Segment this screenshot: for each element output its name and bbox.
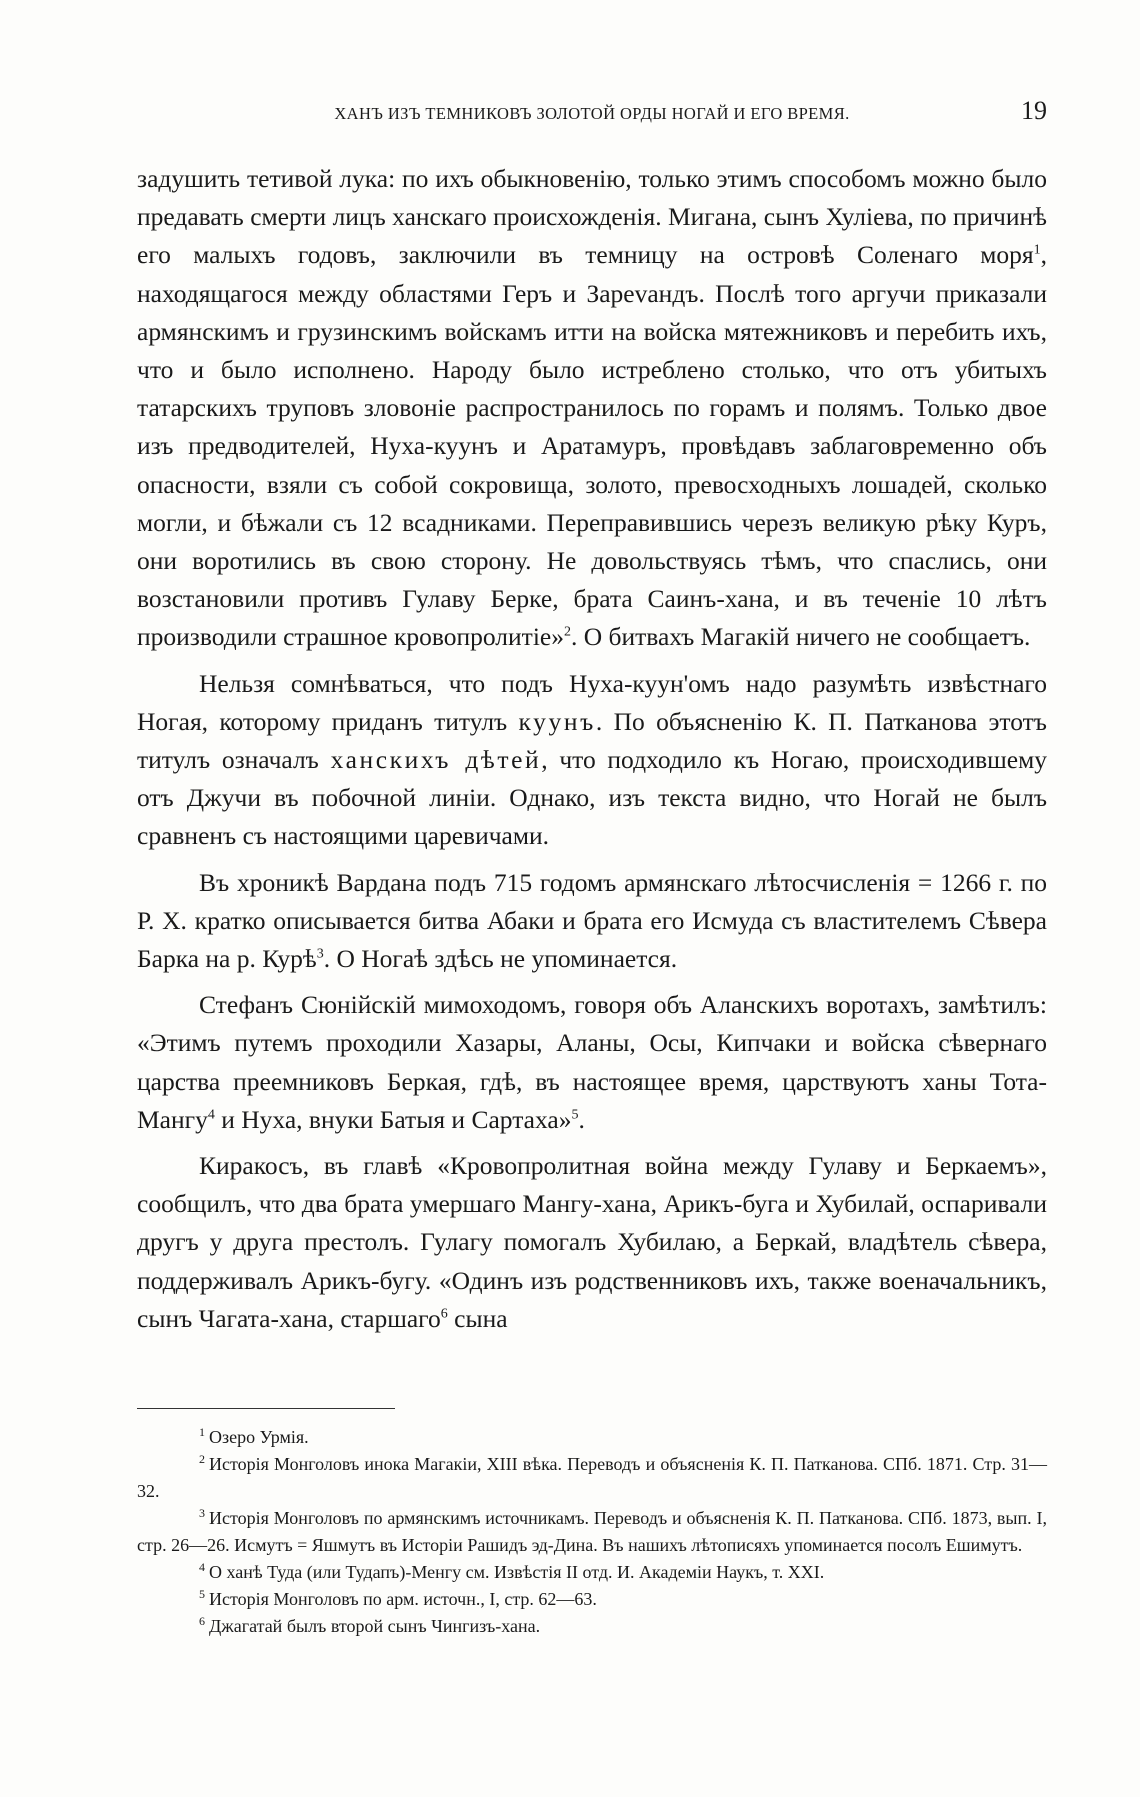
footnote-text: Исторія Монголовъ по арм. источн., I, стр. 62—63. [209, 1589, 597, 1609]
footnote-text: О ханѣ Туда (или Тудапъ)-Менгу см. Извѣстія II отд. И. Академіи Наукъ, т. XXI. [209, 1562, 825, 1582]
paragraph-text: Въ хроникѣ Вардана подъ 715 годомъ армянскаго лѣтосчисленія = 1266 г. по Р. Х. кратко описывается битва Абаки и брата его Исмуда съ властителемъ Сѣвера Барка на р. Курѣ [137, 867, 1047, 974]
paragraph-4 [137, 986, 1047, 1139]
paragraph-1 [137, 160, 1047, 657]
footnote-4 [137, 1559, 1047, 1586]
paragraph-text: , что подходило къ Ногаю, происходившему отъ Джучи въ побочной линіи. Однако, изъ текста видно, что Ногай не былъ сравненъ съ настоящими царевичами. [137, 745, 1048, 851]
paragraph-text: . [578, 1104, 585, 1134]
footnote-ref: 4 [207, 1107, 215, 1123]
footnote-text: Озеро Урмія. [209, 1427, 309, 1447]
footnote-ref: 1 [1033, 242, 1041, 258]
paragraph-text: Киракосъ, въ главѣ «Кровопролитная война между Гулаву и Беркаемъ», сообщилъ, что два брата умершаго Мангу-хана, Арикъ-буга и Хубилай, оспаривали другъ у друга престолъ. Гулагу помогалъ Хубилаю, а Беркай, владѣтель сѣвера, поддерживалъ Арикъ-бугу. «Одинъ изъ родственниковъ ихъ, также военачальникъ, сынъ Чагата-хана, старшаго [137, 1151, 1047, 1333]
footnote-ref: 6 [440, 1306, 448, 1322]
paragraph-text: сына [447, 1303, 508, 1333]
spaced-term: ханскихъ дѣтей [330, 745, 542, 775]
footnote-3 [137, 1505, 1047, 1559]
paragraph-text: задушить тетивой лука: по ихъ обыкновенію, только этимъ способомъ можно было предавать смерти лицъ ханскаго происхожденія. Мигана, сынъ Хуліева, по причинѣ его малыхъ годовъ, заключили въ темницу на островѣ Соленаго моря [137, 164, 1047, 270]
paragraph-text: Стефанъ Сюнійскій мимоходомъ, говоря объ Аланскихъ воротахъ, замѣтилъ: «Этимъ путемъ проходили Хазары, Аланы, Осы, Кипчаки и войска сѣвернаго царства преемниковъ Беркая, гдѣ, въ настоящее время, царствуютъ ханы Тота-Мангу [137, 990, 1047, 1134]
paragraph-2 [137, 665, 1047, 856]
running-title: ХАНЪ ИЗЪ ТЕМНИКОВЪ ЗОЛОТОЙ ОРДЫ НОГАЙ И ЕГО ВРЕМЯ. [334, 104, 850, 123]
main-text [137, 160, 1047, 1338]
footnote-2 [137, 1451, 1047, 1505]
footnote-1 [137, 1424, 1047, 1451]
footnote-mark: 3 [199, 1506, 205, 1520]
paragraph-text: , находящагося между областями Геръ и Зарevандъ. Послѣ того аргучи приказали армянскимъ и грузинскимъ войскамъ итти на войска мятежниковъ и перебить ихъ, что и было исполнено. Народу было истреблено столько, что отъ убитыхъ татарскихъ труповъ зловоніе распространилось по горамъ и полямъ. Только двое изъ предводителей, Нуха-куунъ и Аратамуръ, провѣдавъ заблаговременно объ опасности, взяли съ собой сокровища, золото, превосходныхъ лошадей, сколько могли, и бѣжали съ 12 всадниками. Переправившись черезъ великую рѣку Куръ, они воротились въ свою сторону. Не довольствуясь тѣмъ, что спаслись, они возстановили противъ Гулаву Берке, брата Саинъ-хана, и въ теченіе 10 лѣтъ производили страшное кровопролитіе» [137, 240, 1047, 652]
paragraph-text: . По объясненію К. П. Патканова этотъ титулъ означалъ [137, 706, 1047, 775]
footnote-ref: 2 [563, 624, 571, 640]
page-number: 19 [1021, 96, 1047, 125]
footnote-mark: 5 [199, 1587, 205, 1601]
footnote-text: Джагатай былъ второй сынъ Чингизъ-хана. [209, 1616, 541, 1636]
footnote-mark: 4 [199, 1560, 205, 1574]
footnote-5 [137, 1586, 1047, 1613]
footnote-ref: 3 [316, 946, 324, 962]
footnote-text: Исторія Монголовъ инока Магакіи, XIII вѣка. Переводъ и объясненія К. П. Патканова. СПб. 1871. Стр. 31—32. [137, 1454, 1047, 1501]
running-head [137, 96, 1047, 136]
footnote-mark: 6 [199, 1614, 205, 1628]
paragraph-text: и Нуха, внуки Батыя и Сартаха» [214, 1104, 572, 1134]
paragraph-text: Нельзя сомнѣваться, что подъ Нуха-куун'омъ надо разумѣть извѣстнаго Ногая, которому приданъ титулъ [137, 668, 1047, 736]
paragraph-5 [137, 1147, 1047, 1338]
paragraph-text: . О битвахъ Магакій ничего не сообщаетъ. [570, 622, 1031, 652]
footnote-6 [137, 1613, 1047, 1640]
spaced-term: куунъ [518, 706, 596, 736]
footnote-mark: 2 [199, 1452, 205, 1466]
footnote-ref: 5 [571, 1107, 579, 1123]
paragraph-3 [137, 864, 1047, 979]
footnote-text: Исторія Монголовъ по армянскимъ источникамъ. Переводъ и объясненія К. П. Патканова. СПб. 1873, вып. I, стр. 26—26. Исмутъ = Яшмутъ въ Исторіи Рашидъ эд-Дина. Въ нашихъ лѣтописяхъ упоминается посолъ Ешимутъ. [137, 1508, 1047, 1555]
footnote-divider [137, 1408, 395, 1409]
paragraph-text: . О Ногаѣ здѣсь не упоминается. [323, 944, 678, 974]
footnote-mark: 1 [199, 1425, 205, 1439]
footnotes [137, 1424, 1047, 1640]
